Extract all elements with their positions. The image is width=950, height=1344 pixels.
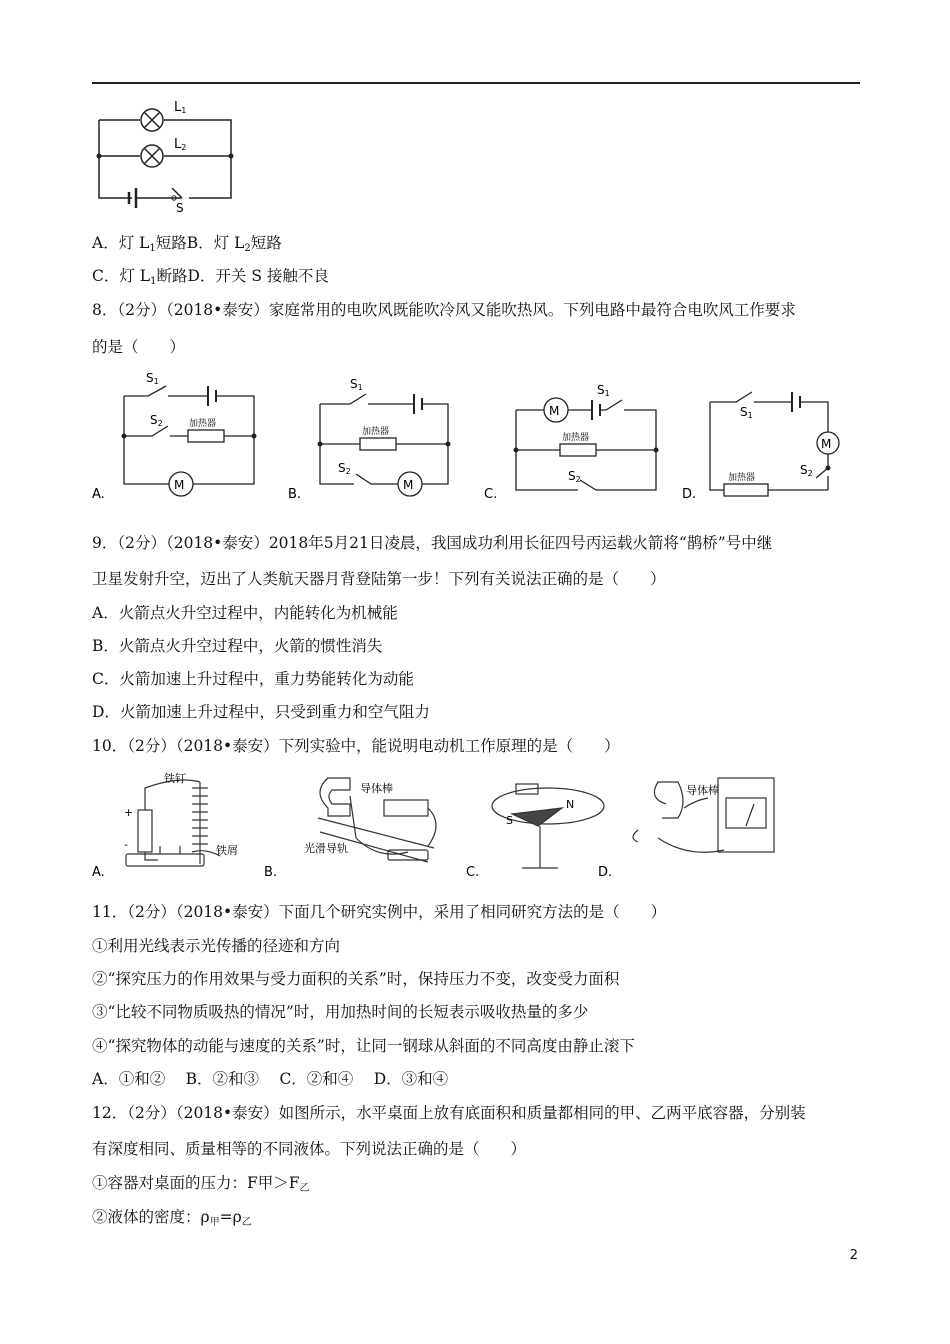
q8-b-s1-label: S1 bbox=[350, 377, 363, 392]
q8-a-motor-label: M bbox=[174, 478, 185, 492]
q10-d-rod-label: 导体棒 bbox=[686, 784, 719, 797]
q10-experiments-figure bbox=[88, 768, 808, 882]
q11-item-3: ③“比较不同物质吸热的情况”时，用加热时间的长短表示吸收热量的多少 bbox=[92, 1003, 589, 1021]
q11-item-4: ④“探究物体的动能与速度的关系”时，让同一钢球从斜面的不同高度由静止滚下 bbox=[92, 1037, 635, 1055]
q10-a-minus-label: - bbox=[124, 838, 128, 851]
q8-stem-line1: 8．（2分）（2018•泰安）家庭常用的电吹风既能吹冷风又能吹热风。下列电路中最符合电吹风工作要求 bbox=[92, 301, 796, 319]
q10-a-option-label: A. bbox=[92, 865, 105, 880]
q12-item-1: ①容器对桌面的压力：F甲$>F_乙$ bbox=[92, 1174, 310, 1194]
q8-a-heater-label: 加热器 bbox=[189, 419, 217, 429]
page-number: 2 bbox=[849, 1248, 858, 1263]
q7-l2-label: L2 bbox=[174, 137, 187, 152]
q9-stem-line2: 卫星发射升空，迈出了人类航天器月背登陆第一步！下列有关说法正确的是（ ） bbox=[92, 570, 666, 588]
q12-stem-line1: 12．（2分）（2018•泰安）如图所示，水平桌面上放有底面积和质量都相同的甲、乙两平底容器，分别装 bbox=[92, 1104, 806, 1122]
q12-item-2: ②液体的密度：$\rho_甲=\rho_乙$ bbox=[92, 1208, 252, 1228]
q10-b-rail-label: 光滑导轨 bbox=[304, 842, 348, 855]
q7-option-ab: A．灯 $L_1$短路B．灯 $L_2$短路 bbox=[92, 234, 282, 254]
q8-d-motor-label: M bbox=[821, 437, 832, 451]
q9-option-b: B．火箭点火升空过程中，火箭的惯性消失 bbox=[92, 637, 383, 655]
q9-option-c: C．火箭加速上升过程中，重力势能转化为动能 bbox=[92, 670, 414, 688]
q8-d-s2-label: S2 bbox=[800, 463, 813, 478]
q10-c-n-label: N bbox=[566, 798, 575, 811]
q9-option-a: A．火箭点火升空过程中，内能转化为机械能 bbox=[92, 604, 398, 622]
q10-b-option-label: B. bbox=[264, 865, 278, 880]
q10-c-s-label: S bbox=[506, 814, 513, 827]
q8-b-s2-label: S2 bbox=[338, 461, 351, 476]
q8-c-motor-label: M bbox=[549, 404, 560, 418]
q9-stem-line1: 9．（2分）（2018•泰安）2018年5月21日凌晨，我国成功利用长征四号丙运载火箭将“鹊桥”号中继 bbox=[92, 534, 773, 552]
q7-circuit-figure bbox=[92, 96, 242, 214]
q8-stem-line2: 的是（ ） bbox=[92, 338, 186, 356]
q10-b-rod-label: 导体棒 bbox=[360, 782, 393, 795]
q7-s-label: S bbox=[176, 201, 184, 214]
q10-stem: 10．（2分）（2018•泰安）下列实验中，能说明电动机工作原理的是（ ） bbox=[92, 737, 620, 755]
q8-d-heater-label: 加热器 bbox=[728, 473, 756, 483]
q11-options: A．①和② B．②和③ C．②和④ D．③和④ bbox=[92, 1070, 449, 1088]
q8-c-option-label: C. bbox=[484, 487, 498, 502]
q10-a-plus-label: + bbox=[124, 806, 134, 819]
q10-c-option-label: C. bbox=[466, 865, 480, 880]
q7-option-cd: C．灯 $L_1$断路D．开关 S 接触不良 bbox=[92, 267, 329, 287]
q8-a-s1-label: S1 bbox=[146, 371, 159, 386]
q10-d-option-label: D. bbox=[598, 865, 613, 880]
q8-b-motor-label: M bbox=[403, 478, 414, 492]
q7-l1-label: L1 bbox=[174, 100, 187, 115]
header-rule bbox=[92, 82, 860, 84]
q8-b-option-label: B. bbox=[288, 487, 302, 502]
q8-c-heater-label: 加热器 bbox=[562, 433, 590, 443]
q8-a-s2-label: S2 bbox=[150, 413, 163, 428]
q8-c-s1-label: S1 bbox=[597, 383, 610, 398]
q10-a-nail-label: 铁钉 bbox=[164, 772, 186, 785]
q8-a-option-label: A. bbox=[92, 487, 105, 502]
q8-d-option-label: D. bbox=[682, 487, 697, 502]
q8-circuits-figure bbox=[88, 368, 858, 504]
q11-item-2: ②“探究压力的作用效果与受力面积的关系”时，保持压力不变，改变受力面积 bbox=[92, 970, 620, 988]
q11-item-1: ①利用光线表示光传播的径迹和方向 bbox=[92, 937, 341, 955]
q10-a-filings-label: 铁屑 bbox=[216, 844, 238, 857]
q8-c-s2-label: S2 bbox=[568, 469, 581, 484]
q8-b-heater-label: 加热器 bbox=[362, 427, 390, 437]
q12-stem-line2: 有深度相同、质量相等的不同液体。下列说法正确的是（ ） bbox=[92, 1140, 527, 1158]
q11-stem: 11．（2分）（2018•泰安）下面几个研究实例中，采用了相同研究方法的是（ ） bbox=[92, 903, 667, 921]
q9-option-d: D．火箭加速上升过程中，只受到重力和空气阻力 bbox=[92, 703, 430, 721]
q8-d-s1-label: S1 bbox=[740, 405, 753, 420]
